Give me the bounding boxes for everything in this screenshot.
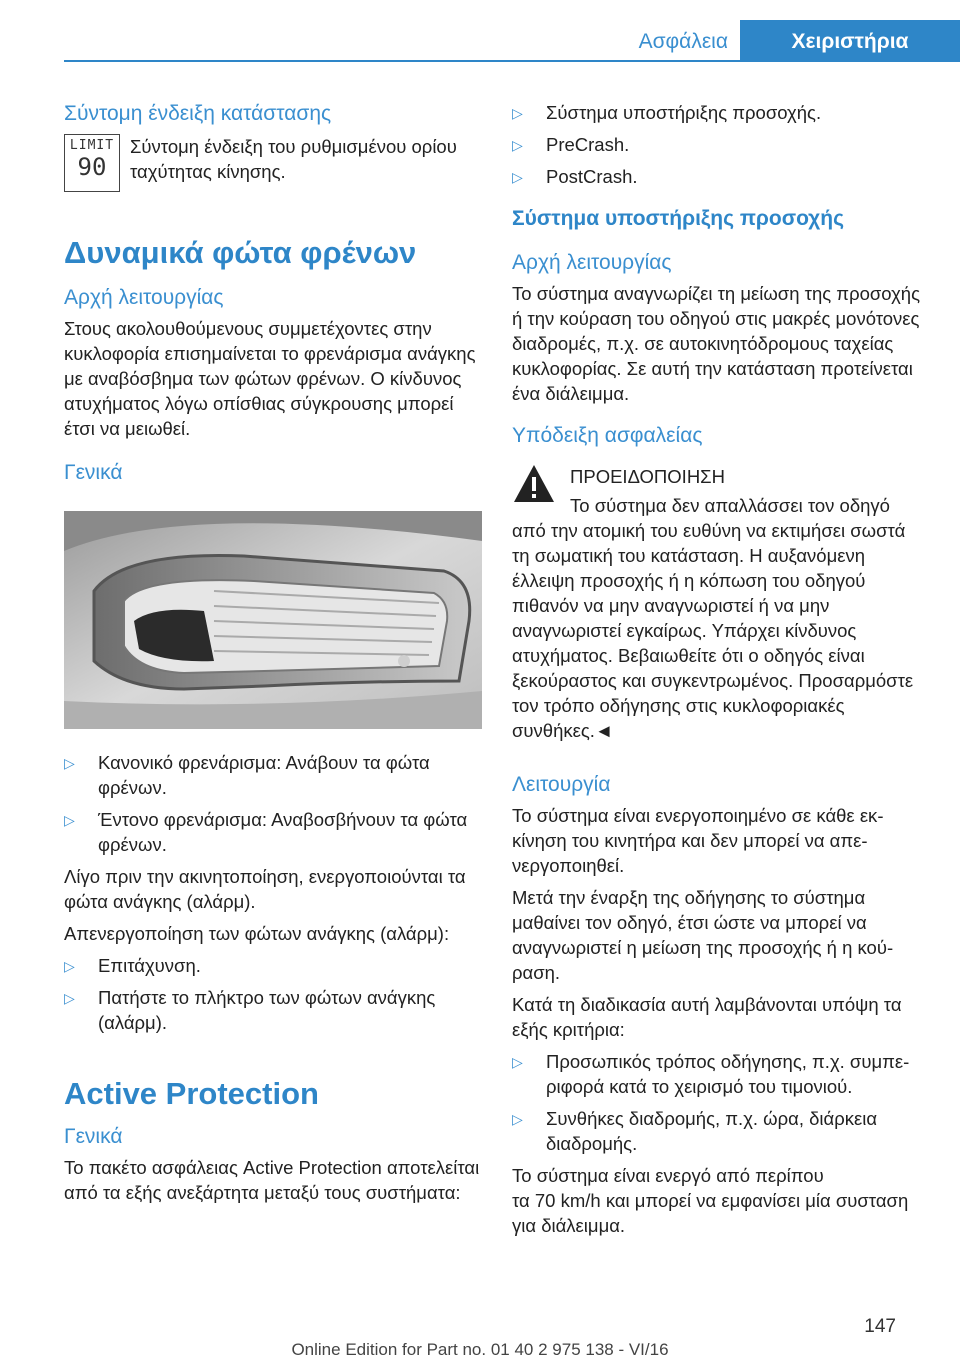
brake-light-photo [64, 511, 482, 729]
list-item: ▷ PreCrash. [512, 132, 926, 157]
list-item: ▷ Πατήστε το πλήκτρο των φώτων ανάγκης (αλάρμ). [64, 987, 436, 1033]
principle-title-right: Αρχή λειτουργίας [512, 251, 672, 274]
list-item: ▷ Προσωπικός τρόπος οδήγησης, π.χ. συμπεριφορά κατά το χειρισμό του τιμονιού. [512, 1051, 910, 1097]
principle-title: Αρχή λειτουργίας [64, 286, 224, 309]
list-item: ▷ Κανονικό φρενάρισμα: Ανάβουν τα φώτα φρένων. [64, 752, 430, 798]
warning-first-line: Το σύστημα δεν απαλλάσσει τον οδηγό [570, 495, 890, 516]
limit-sign-value: 90 [77, 153, 107, 181]
active-from-line2: τα 70 km/h και μπορεί να εμφανίσει μία συσταση για διάλειμμα. [512, 1190, 909, 1236]
attention-title: Σύστημα υποστήριξης προσοχής [512, 207, 845, 230]
bullet-triangle-icon: ▷ [64, 958, 75, 974]
para-before-stop: Λίγο πριν την ακινητοποίηση, ενεργοποιούνται τα φώτα ανάγκης (αλάρμ). [64, 866, 466, 912]
speed-limit-icon [64, 134, 120, 192]
warning-text: από την ατομική του ευθύνη να εκτιμήσει σωστά τη σωματική του κατάσταση. Η αυξανόμενη έλλειψη προσοχής ή η κόπωση του οδηγού πιθανόν να μην αναγνωριστεί ή να μην αναγνωριστεί εγκαίρως. Υπάρχει κίνδυνος ατυχήματος. Βεβαιωθείτε ότι ο οδηγός είναι ξεκούραστος και συγκεντρωμένος. Προσαρμόστε τον τρόπο οδήγησης στις κυκλοφοριακές συνθήκες.◄ [512, 520, 914, 741]
short-status-title: Σύντομη ένδειξη κατάστασης [64, 102, 332, 125]
list-item: ▷ PostCrash. [512, 164, 926, 189]
warning-triangle-icon [512, 462, 556, 506]
principle-text: Στους ακολουθούμενους συμμετέχοντες στην κυκλοφορία επισημαίνεται το φρενάρισμα ανάγκης με αναβόσβημα των φώτων φρένων. Ο κίνδυνος ατυχήματος λόγω οπίσθιας σύγκρουσης μπορεί έτσι να μειωθεί. [64, 318, 476, 439]
tab-controls[interactable]: Χειριστήρια [740, 20, 960, 62]
bullet-triangle-icon: ▷ [64, 990, 75, 1006]
brake-lights-title: Δυναμικά φώτα φρένων [64, 235, 417, 270]
bullet-triangle-icon: ▷ [512, 105, 523, 121]
principle-text-right: Το σύστημα αναγνωρίζει τη μείωση της προσοχής ή την κούραση του οδηγού στις μακρές μονότονες διαδρομές, π.χ. σε αυτοκινητόδρομους ταχείας κυκλοφορίας. Σε αυτή την κατάσταση προτείνεται ένα διάλειμμα. [512, 283, 921, 404]
bullet-triangle-icon: ▷ [64, 812, 75, 828]
brake-modes-list [64, 750, 482, 857]
function-title: Λειτουργία [512, 773, 611, 796]
list-item: ▷ Συνθήκες διαδρομής, π.χ. ώρα, διάρκεια διαδρομής. [512, 1108, 878, 1154]
active-from-line1: Το σύστημα είναι ενεργό από περίπου [512, 1165, 824, 1186]
limit-description: Σύντομη ένδειξη του ρυθμισμένου ορίου ταχύτητας κίνησης. [130, 136, 457, 182]
ap-text: Το πακέτο ασφάλειας Active Protection αποτελείται από τα εξής ανεξάρτητα μεταξύ τους συστήματα: [64, 1157, 480, 1203]
bullet-triangle-icon: ▷ [512, 1054, 523, 1070]
systems-list [512, 100, 926, 189]
tab-safety[interactable]: Ασφάλεια [638, 30, 728, 53]
limit-sign-label: LIMIT [69, 138, 115, 153]
edition-footer: Online Edition for Part no. 01 40 2 975 138 - VI/16 [291, 1340, 669, 1359]
active-protection-title: Active Protection [64, 1076, 319, 1111]
list-item: ▷ Επιτάχυνση. [64, 953, 482, 978]
page-header [64, 20, 960, 62]
ap-general-title: Γενικά [64, 1125, 123, 1148]
deactivate-list [64, 953, 482, 1035]
warning-block [512, 462, 926, 518]
warning-label: ΠΡΟΕΙΔΟΠΟΙΗΣΗ [570, 466, 725, 487]
list-item: ▷ Έντονο φρενάρισμα: Αναβοσβήνουν τα φώτα φρένων. [64, 809, 468, 855]
right-column [512, 100, 926, 1245]
function-p3: Κατά τη διαδικασία αυτή λαμβάνονται υπόψη τα εξής κριτήρια: [512, 994, 902, 1040]
list-item: ▷ Σύστημα υποστήριξης προσοχής. [512, 100, 926, 125]
para-deactivate: Απενεργοποίηση των φώτων ανάγκης (αλάρμ): [64, 923, 450, 944]
page-number: 147 [864, 1316, 896, 1337]
criteria-list [512, 1049, 926, 1156]
bullet-triangle-icon: ▷ [512, 169, 523, 185]
limit-row [64, 134, 482, 192]
bullet-triangle-icon: ▷ [64, 755, 75, 771]
left-column [64, 100, 482, 1212]
function-p1: Το σύστημα είναι ενεργοποιημένο σε κάθε εκκίνηση του κινητήρα και δεν μπορεί να απενεργοποιηθεί. [512, 805, 884, 876]
general-title: Γενικά [64, 461, 123, 484]
function-p2: Μετά την έναρξη της οδήγησης το σύστημα μαθαίνει τον οδηγό, έτσι ώστε να μπορεί να αναγνωριστεί η μείωση της προσοχής ή η κούραση. [512, 887, 894, 983]
safety-title: Υπόδειξη ασφαλείας [512, 424, 703, 447]
bullet-triangle-icon: ▷ [512, 1111, 523, 1127]
bullet-triangle-icon: ▷ [512, 137, 523, 153]
